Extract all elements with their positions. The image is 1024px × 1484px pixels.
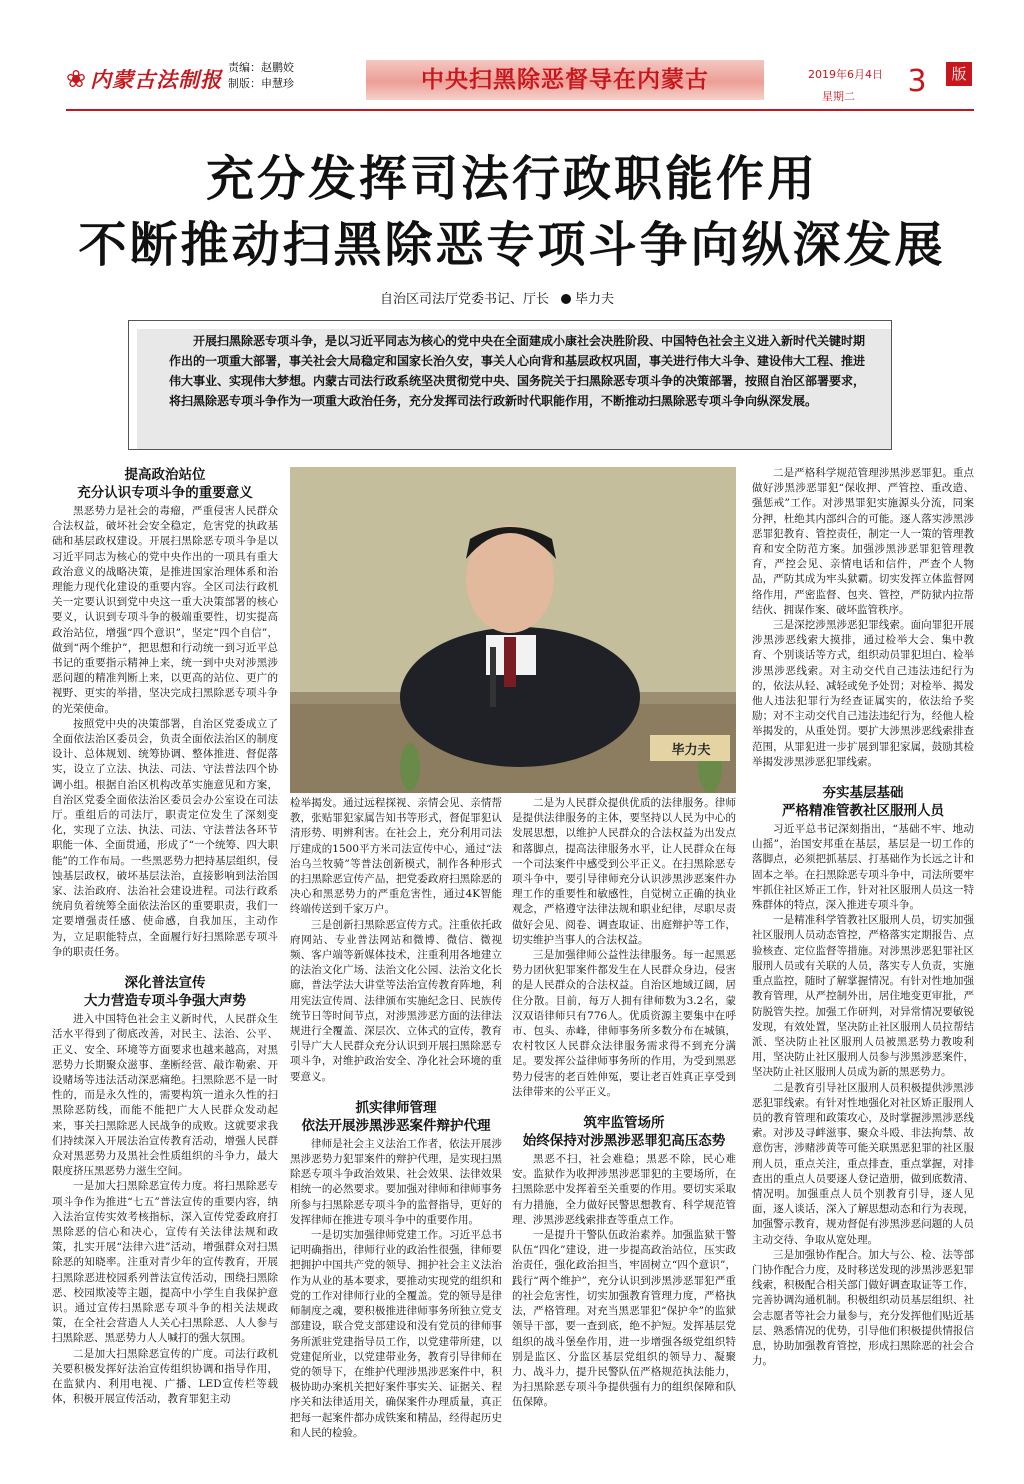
- paragraph: 进入中国特色社会主义新时代，人民群众生活水平得到了彻底改善，对民主、法治、公平、正义、安全、环境等方面要求也越来越高，对黑恶势力长期聚众滋事、垄断经营、敲诈勒索、开设赌场等违法活动深恶痛绝。扫黑除恶不是一时性的，而是永久性的，需要构筑一道永久性的扫黑除恶防线，而能不能把广大人民群众发动起来，事关扫黑除恶人民战争的成败。这就要求我们持续深入开展法治宣传教育活动，增强人民群众对黑恶势力及黑社会性质组织的斗争力，最大限度挤压黑恶势力滋生空间。: [52, 1013, 278, 1178]
- section-subheading: 大力营造专项斗争强大声势: [84, 993, 246, 1010]
- column-2: [290, 796, 502, 1441]
- paragraph: 习近平总书记深刻指出，“基础不牢、地动山摇”，治国安邦重在基层，基层是一切工作的落脚点，必须把抓基层、打基础作为长远之计和固本之举。在扫黑除恶专项斗争中，司法所要牢牢抓住社区矫正工作，针对社区服刑人员这一特殊群体的特点，深入推进专项斗争。: [752, 823, 974, 912]
- byline-role: 自治区司法厅党委书记、厅长: [380, 292, 550, 307]
- bullet-icon: [561, 294, 571, 304]
- paragraph: 一是提升干警队伍政治素养。加强监狱干警队伍“四化”建设，进一步提高政治站位，压实政治责任，强化政治担当，牢固树立“四个意识”，践行“两个维护”，充分认识到涉黑涉恶罪犯严重的社会危害性，切实加强教育管理力度，严格执法，严格管理。对充当黑恶罪犯“保护伞”的监狱领导干部，要一查到底，绝不护短。发挥基层党组织的战斗堡垒作用，进一步增强各级党组织特别是监区、分监区基层党组织的领导力、凝聚力、战斗力，提升民警队伍严格规范执法能力，为扫黑除恶专项斗争提供强有力的组织保障和队伍保障。: [512, 1229, 736, 1409]
- byline-author: 毕力夫: [575, 292, 615, 307]
- issue-date: [808, 66, 883, 104]
- headline-line-2: 不断推动扫黑除恶专项斗争向纵深发展: [78, 217, 946, 273]
- abstract-box: [128, 320, 892, 450]
- byline: [380, 288, 614, 307]
- weekday-text: 星期二: [822, 90, 855, 103]
- paragraph: 二是严格科学规范管理涉黑涉恶罪犯。重点做好涉黑涉恶罪犯“保收押、严管控、重改造、强惩戒”工作。对涉黑罪犯实施源头分流，同案分押，杜绝其内部纠合的可能。逐人落实涉黑涉恶罪犯教育、管控责任，制定一人一策的管理教育和安全防范方案。加强涉黑涉恶罪犯管理教育，严控会见、亲情电话和信件，严查个人物品，严防其成为牢头狱霸。切实发挥立体监督网络作用，严密监督、包夹、管控，严防狱内拉帮结伙、拥谋作案、破坏监管秩序。: [752, 467, 974, 616]
- paragraph: 一是切实加强律师党建工作。习近平总书记明确指出，律师行业的政治性很强，律师要把拥护中国共产党的领导、拥护社会主义法治作为从业的基本要求，要推动实现党的组织和党的工作对律师行业的全覆盖。党的领导是律师制度之魂，要积极推进律师事务所独立党支部建设，联合党支部建设和没有党员的律师事务所派驻党建指导员工作，以党建带所建，以党建促所业，以党建带业务，教育引导律师在党的领导下，在维护代理涉黑涉恶案件中，积极协助办案机关把好案件事实关、证据关、程序关和法律适用关，确保案件办理质量，真正把每一起案件都办成铁案和精品，经得起历史和人民的检验。: [290, 1229, 502, 1439]
- producer-label: 制版：申慧珍: [228, 77, 294, 90]
- section-banner: 中央扫黑除恶督导在内蒙古: [421, 67, 709, 93]
- date-text: 2019年6月4日: [808, 68, 883, 81]
- nameplate: 毕力夫: [671, 743, 711, 758]
- abstract-text: 开展扫黑除恶专项斗争，是以习近平同志为核心的党中央在全面建成小康社会决胜阶段、中国特色社会主义进入新时代关键时期作出的一项重大部署，事关社会大局稳定和国家长治久安，事关人心向背和基层政权巩固，事关进行伟大斗争、建设伟大工程、推进伟大事业、实现伟大梦想。内蒙古司法行政系统坚决贯彻党中央、国务院关于扫黑除恶专项斗争的决策部署，按照自治区部署要求，将扫黑除恶专项斗争作为一项重大政治任务，充分发挥司法行政新时代职能作用，不断推动扫黑除恶专项斗争向纵深发展。: [169, 334, 866, 408]
- section-subheading: 依法开展涉黑涉恶案件辩护代理: [301, 1117, 491, 1134]
- column-4: [752, 466, 974, 1369]
- headline-line-1: 充分发挥司法行政职能作用: [205, 151, 818, 207]
- paragraph: 二是加大扫黑除恶宣传的广度。司法行政机关要积极发挥好法治宣传组织协调和指导作用，在监狱内、利用电视、广播、LED宣传栏等载体，积极开展宣传活动，教育罪犯主动: [52, 1347, 278, 1406]
- editor-credits: [228, 60, 294, 92]
- paragraph: 一是加大扫黑除恶宣传力度。将扫黑除恶专项斗争作为推进“七五”普法宣传的重要内容，纳入法治宣传实效考核指标，深入宣传党委政府打黑除恶的信心和决心，宣传有关法律法规和政策，扎实开展“法律六进”活动，增强群众对扫黑除恶的知晓率。注重对青少年的宣传教育，开展扫黑除恶进校园系列普法宣传活动，围绕扫黑除恶、校园欺凌等主题，提高中小学生自我保护意识。通过宣传扫黑除恶专项斗争的相关法规政策，在全社会营造人人关心扫黑除恶、人人参与扫黑除恶、黑恶势力人人喊打的强大氛围。: [52, 1180, 278, 1345]
- section-heading: 抓实律师管理: [355, 1099, 437, 1116]
- section-heading: 夯实基层基础: [822, 785, 904, 802]
- paragraph: 律师是社会主义法治工作者，依法开展涉黑涉恶势力犯罪案件的辩护代理，是实现扫黑除恶专项斗争政治效果、社会效果、法律效果相统一的必然要求。要加强对律师和律师事务所参与扫黑除恶专项斗争的监督指导，更好的发挥律师在推进专项斗争中的重要作用。: [290, 1137, 502, 1226]
- paragraph: 三是加强律师公益性法律服务。每一起黑恶势力团伙犯罪案件都发生在人民群众身边，侵害的是人民群众的合法权益。自治区地域辽阔，居住分散。目前，每万人拥有律师数为3.2名，蒙汉双语律师只有776人。优质资源主要集中在呼市、包头、赤峰，律师事务所多数分布在城镇，农村牧区人民群众法律服务需求得不到充分满足。要发挥公益律师事务所的作用，为受到黑恶势力侵害的老百姓伸冤，要让老百姓真正享受到法律带来的公平正义。: [512, 949, 736, 1098]
- section-subheading: 严格精准管教社区服刑人员: [782, 803, 944, 820]
- page-number: 3: [907, 64, 927, 99]
- paragraph: 二是教育引导社区服刑人员积极提供涉黑涉恶犯罪线索。有针对性地强化对社区矫正服刑人员的教育管理和政策攻心，及时掌握涉黑涉恶线索。对涉及寻衅滋事、聚众斗殴、非法拘禁、故意伤害，涉赌涉黄等可能关联黑恶犯罪的社区服刑人员，重点关注，重点排查，重点掌握，对排查出的重点人员要逐人登记造册，做到底数清、情况明。加强重点人员个别教育引导，逐人见面，逐人谈话，深入了解思想动态和行为表现，加强警示教育，规劝督促有涉黑涉恶问题的人员主动交待、争取从宽处理。: [752, 1081, 974, 1246]
- section-heading: 筑牢监管场所: [583, 1115, 665, 1132]
- paragraph: 黑恶不扫，社会难稳；黑恶不除，民心难安。监狱作为收押涉黑涉恶罪犯的主要场所，在扫黑除恶中发挥着至关重要的作用。要切实采取有力措施，全力做好民警思想教育、科学规范管理、涉黑涉恶线索排查等重点工作。: [512, 1153, 736, 1226]
- column-1: [52, 466, 278, 1407]
- section-subheading: 始终保持对涉黑涉恶罪犯高压态势: [522, 1133, 726, 1150]
- section-heading: 提高政治站位: [124, 467, 206, 483]
- paragraph: 三是深挖涉黑涉恶犯罪线索。面向罪犯开展涉黑涉恶线索大摸排，通过检举大会、集中教育、个别谈话等方式，组织动员罪犯坦白、检举涉黑涉恶线索。对主动交代自己违法违纪行为的，依法从轻、减轻或免予处罚；对检举、揭发他人违法犯罪行为经查证属实的，依法给予奖励；对不主动交代自己违法违纪行为，经他人检举揭发的，从重处罚。要扩大涉黑涉恶线索排查范围，从罪犯进一步扩展到罪犯家属，鼓励其检举揭发涉黑涉恶犯罪线索。: [752, 619, 974, 768]
- paragraph: 三是加强协作配合。加大与公、检、法等部门协作配合力度，及时移送发现的涉黑涉恶犯罪线索，积极配合相关部门做好调查取证等工作，完善协调沟通机制。积极组织动员基层组织、社会志愿者等社会力量参与，充分发挥他们贴近基层、熟悉情况的优势，引导他们积极提供情报信息，协助加强教育管控，形成扫黑除恶的社会合力。: [752, 1248, 974, 1368]
- newspaper-logo: [66, 62, 222, 96]
- paragraph: 检举揭发。通过远程探视、亲情会见、亲情帮教，张贴罪犯家属告知书等形式，督促罪犯认清形势、明辨利害。在社会上，充分利用司法厅建成的1500平方米司法宣传中心，通过“法治乌兰牧骑”等普法创新模式，制作各种形式的扫黑除恶宣传产品，把党委政府扫黑除恶的决心和黑恶势力的严重危害性，通过4K智能终端传送到千家万户。: [290, 797, 502, 916]
- paragraph: 一是精准科学管教社区服刑人员，切实加强社区服刑人员动态管控，严格落实定期报告、点验核查、定位监督等措施。对涉黑涉恶犯罪社区服刑人员或有关联的人员，落实专人负责，实施重点监控，随时了解掌握情况。有针对性地加强教育管理，从严控制外出，居住地变更审批，严防脱管失控。加强工作研判，对异常情况要敏锐发现，有效处置，坚决防止社区服刑人员拉帮结派、坚决防止社区服刑人员被黑恶势力教唆利用，坚决防止社区服刑人员参与涉黑涉恶案件，坚决防止社区服刑人员成为新的黑恶势力。: [752, 914, 974, 1079]
- masthead-divider: [66, 109, 974, 111]
- paragraph: 按照党中央的决策部署，自治区党委成立了全面依法治区委员会，负责全面依法治区的制度设计、总体规划、统筹协调、整体推进、督促落实，设立了立法、执法、司法、守法普法四个协调小组。根据自治区机构改革实施意见和方案，自治区党委全面依法治区委员会办公室设在司法厅。重组后的司法厅，职责定位发生了深刻变化，实现了立法、执法、司法、守法普法各环节职能一体、全面贯通，形成了“一个统筹、四大职能”的工作布局。一些黑恶势力把持基层组织，侵蚀基层政权，破坏基层法治，直接影响到法治国家、法治政府、法治社会建设进程。司法行政系统肩负着统筹全面依法治区的重要职责，我们一定要增强责任感、使命感，自我加压，主动作为，立足职能特点，全面履行好扫黑除恶专项斗争的职责任务。: [52, 717, 278, 958]
- section-subheading: 充分认识专项斗争的重要意义: [77, 485, 253, 501]
- page-suffix-badge: 版: [946, 62, 972, 86]
- logo-emblem-icon: ❀: [66, 65, 87, 93]
- logo-text: 内蒙古法制报: [90, 68, 223, 92]
- column-3: [512, 796, 736, 1411]
- paragraph: 三是创新扫黑除恶宣传方式。注重依托政府网站、专业普法网站和微博、微信、微视频、客户端等新媒体技术，注重利用各地建立的法治文化广场、法治文化公园、法治文化长廊，普法学法大讲堂等法治宣传教育阵地，利用宪法宣传周、法律颁布实施纪念日、民族传统节日等时间节点，对涉黑涉恶方面的法律法规进行全覆盖、深层次、立体式的宣传，教育引导广大人民群众充分认识到开展扫黑除恶专项斗争，对维护政治安全、净化社会环境的重要意义。: [290, 918, 502, 1083]
- paragraph: 黑恶势力是社会的毒瘤，严重侵害人民群众合法权益，破坏社会安全稳定，危害党的执政基础和基层政权建设。开展扫黑除恶专项斗争是以习近平同志为核心的党中央作出的一项具有重大政治意义的战略决策，是推进国家治理体系和治理能力现代化建设的重要内容。全区司法行政机关一定要认识到党中央这一重大决策部署的核心要义，认识到专项斗争的极端重要性，切实提高政治站位，增强“四个意识”，坚定“四个自信”，做到“两个维护”，把思想和行动统一到习近平总书记的重要指示精神上来，统一到中央对涉黑涉恶问题的精准判断上来，以更高的站位、更广的视野、更实的举措，坚决完成扫黑除恶专项斗争的光荣使命。: [52, 505, 278, 715]
- section-heading: 深化普法宣传: [124, 975, 206, 992]
- paragraph: 二是为人民群众提供优质的法律服务。律师是提供法律服务的主体，要坚持以人民为中心的发展思想，以维护人民群众的合法权益为出发点和落脚点，提高法律服务水平，让人民群众在每一个司法案件中感受到公平正义。在扫黑除恶专项斗争中，要引导律师充分认识涉黑涉恶案件办理工作的重要性和敏感性，自觉树立正确的执业观念，严格遵守法律法规和职业纪律，尽职尽责做好会见、阅卷、调查取证、出庭辩护等工作，切实维护当事人的合法权益。: [512, 797, 736, 946]
- editor-label: 责编：赵鹏姣: [228, 61, 294, 74]
- article-photo: [290, 467, 736, 793]
